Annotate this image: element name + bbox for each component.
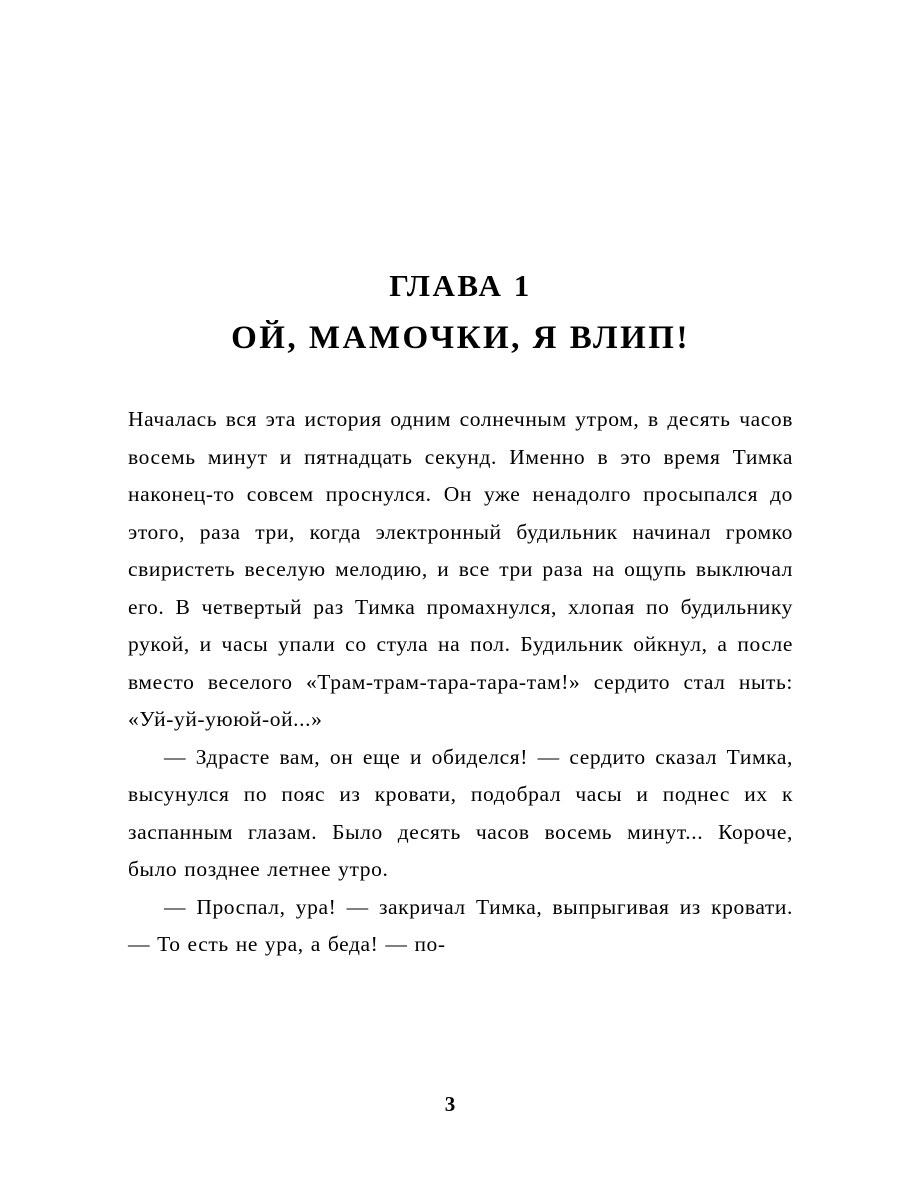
paragraph-3: — Проспал, ура! — закричал Тимка, выпрыгивая из кровати. — То есть не ура, а беда! — по- xyxy=(128,894,793,956)
page-number: 3 xyxy=(444,1092,456,1116)
body-text xyxy=(128,401,793,964)
paragraph-1: Началась вся эта история одним солнечным утром, в десять часов восемь минут и пятнадцать секунд. Именно в это время Тимка наконец-то совсем проснулся. Он уже ненадолго просыпался до этого, раза три, когда электронный будильник начинал громко свиристеть веселую мелодию, и все три раза на ощупь выключал его. В четвертый раз Тимка промахнулся, хлопая по будильнику рукой, и часы упали со стула на пол. Будильник ойкнул, а после вместо веселого «Трам-трам-тара-тара-там!» сердито стал ныть: «Уй-уй-уююй-ой...» xyxy=(128,407,793,731)
chapter-label: ГЛАВА 1 xyxy=(389,268,532,303)
paragraph-2: — Здрасте вам, он еще и обиделся! — сердито сказал Тимка, высунулся по пояс из кровати, подобрал часы и поднес их к заспанным глазам. Было десять часов восемь минут... Короче, было позднее летнее утро. xyxy=(128,744,793,881)
chapter-title: ОЙ, МАМОЧКИ, Я ВЛИП! xyxy=(231,320,690,356)
page-content xyxy=(128,268,793,964)
